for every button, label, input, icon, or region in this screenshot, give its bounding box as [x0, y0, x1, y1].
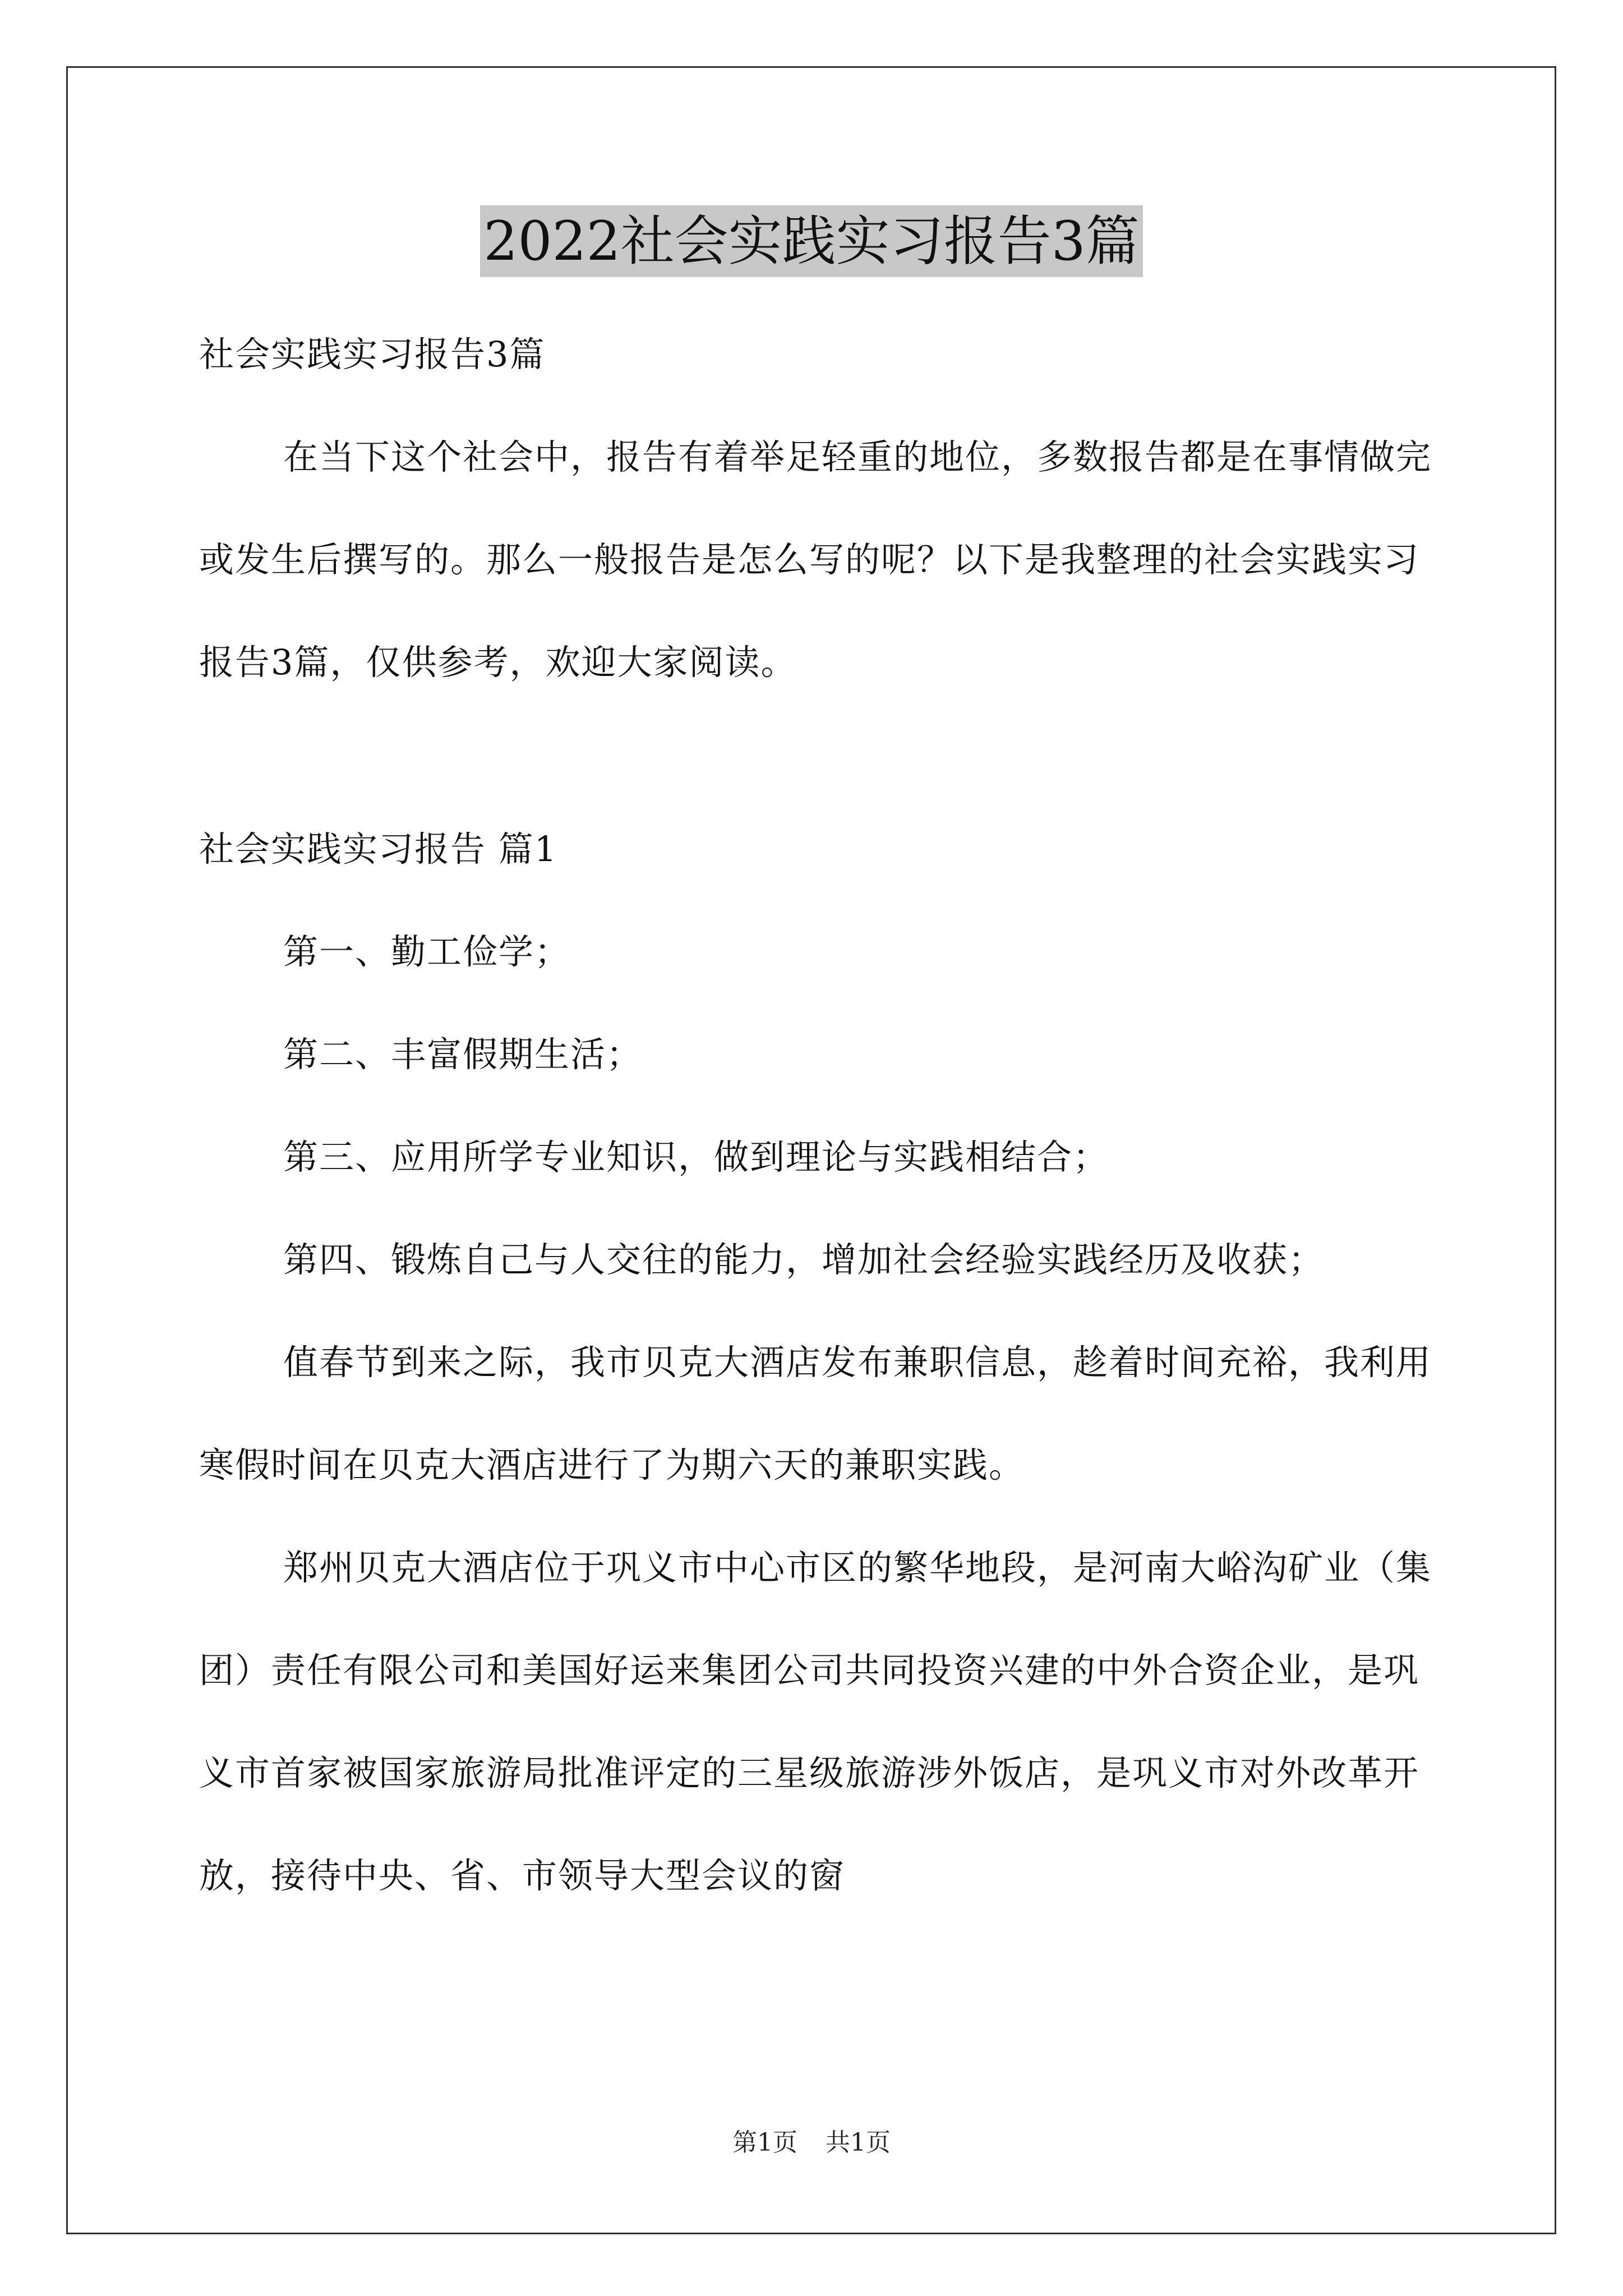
document-body [199, 303, 1433, 1927]
body-paragraph: 郑州贝克大酒店位于巩义市中心市区的繁华地段，是河南大峪沟矿业（集团）责任有限公司和美国好运来集团公司共同投资兴建的中外合资企业，是巩义市首家被国家旅游局批准评定的三星级旅游涉外饭店，是巩义市对外改革开放，接待中央、省、市领导大型会议的窗 [199, 1547, 1432, 1896]
document-title [0, 202, 1623, 280]
page-number: 第1页 [732, 2128, 797, 2157]
page-footer [0, 2126, 1623, 2160]
document-title-text: 2022社会实践实习报告3篇 [480, 205, 1142, 277]
paragraph-heading: 社会实践实习报告3篇 [199, 334, 546, 375]
section-heading: 社会实践实习报告 篇1 [199, 829, 558, 869]
section-gap [199, 714, 1433, 798]
body-paragraph: 值春节到来之际，我市贝克大酒店发布兼职信息，趁着时间充裕，我利用寒假时间在贝克大酒店进行了为期六天的兼职实践。 [199, 1342, 1432, 1485]
list-item: 第一、勤工俭学； [283, 931, 571, 972]
paragraph-intro: 在当下这个社会中，报告有着举足轻重的地位，多数报告都是在事情做完或发生后撰写的。那么一般报告是怎么写的呢？以下是我整理的社会实践实习报告3篇，仅供参考，欢迎大家阅读。 [199, 436, 1432, 683]
list-item: 第二、丰富假期生活； [283, 1034, 643, 1075]
page-total: 共1页 [826, 2128, 891, 2157]
list-item: 第四、锻炼自己与人交往的能力，增加社会经验实践经历及收获； [283, 1239, 1325, 1280]
list-item: 第三、应用所学专业知识，做到理论与实践相结合； [283, 1137, 1109, 1177]
